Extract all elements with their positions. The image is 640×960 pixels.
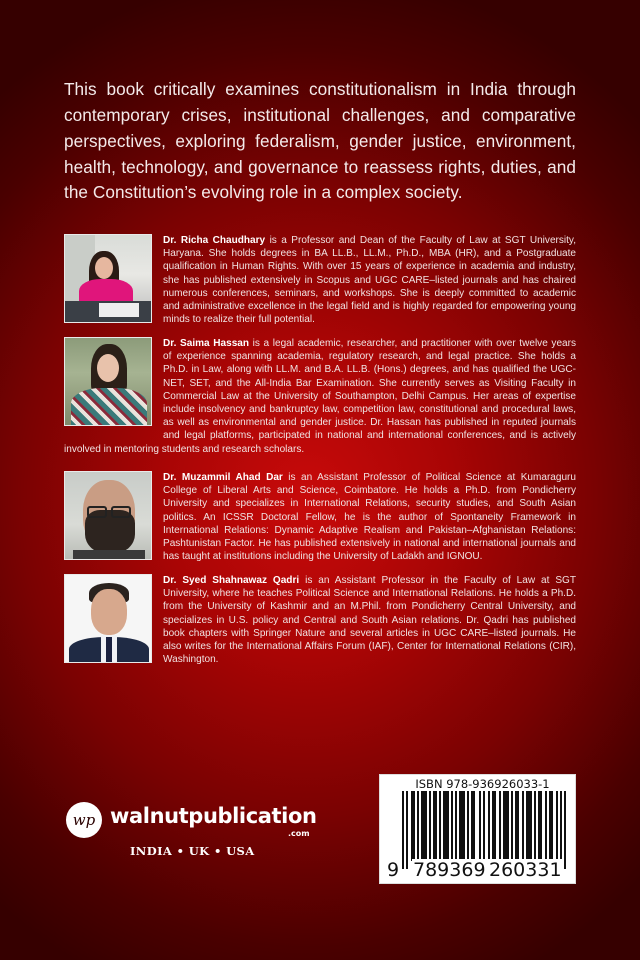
barcode-digits-group-2: 260331 bbox=[489, 859, 562, 881]
author-bio-text: is an Assistant Professor of Political Science at Kumaraguru College of Liberal Arts and Science, Coimbatore. He holds a Ph.D. from Pondicherry University and specializes in International Relations, security studies, and South Asian politics. An ICSSR Doctoral Fellow, he is the author of Spontaneity Framework in International Relations: Dynamic Adaptive Realism and Pakistan–Afghanistan Relations: Pashtunistan Factor. He has published extensively in national and international journals and has taught at institutions including the University of Ladakh and IGNOU. bbox=[163, 472, 576, 563]
author-bio-text: is a Professor and Dean of the Faculty of Law at SGT University, Haryana. She holds degrees in BA LL.B., LL.M., Ph.D., MBA (HR), and a Postgraduate qualification in Human Rights. With over 15 years of experience in academia and industry, she has published extensively in Scopus and UGC CARE–listed journals and has chaired numerous conferences, seminars, and workshops. She is deeply committed to academic and administrative excellence in the legal field and is highly regarded for empowering young minds to realize their full potential. bbox=[163, 235, 576, 326]
author-bio-syed-shahnawaz-qadri bbox=[64, 574, 576, 667]
isbn-barcode bbox=[379, 774, 576, 884]
barcode-bars-icon bbox=[402, 791, 572, 869]
author-bio-muzammil-ahad-dar bbox=[64, 471, 576, 564]
author-bio-text: is an Assistant Professor in the Faculty of Law at SGT University, where he teaches Political Science and International Relations. He holds a Ph.D. from the University of Kashmir and an M.Phil. from Pondicherry Central University, and specializes in U.S. policy and Central and South Asian relations. Dr. Qadri has published book chapters with Springer Nature and several articles in UGC CARE–listed journals. He also writes for the International Affairs Forum (IAF), Center for International Relations (CIR), Washington. bbox=[163, 575, 576, 666]
author-name: Dr. Muzammil Ahad Dar bbox=[163, 472, 283, 483]
author-photo-saima-hassan bbox=[64, 337, 152, 426]
author-photo-richa-chaudhary bbox=[64, 234, 152, 323]
publisher-regions: INDIA • UK • USA bbox=[130, 844, 255, 858]
author-bio-text: is a legal academic, researcher, and practitioner with over twelve years of experience spanning academia, regulatory research, and legal practice. She holds a Ph.D. in Law, along with LL.M. and B.A. LL.B. (Hons.) degrees, and has qualified the UGC-NET, SET, and the All-India Bar Examination. She currently serves as Visiting Faculty in Commercial Law at the University of Southampton, Delhi Campus. Her areas of expertise include insolvency and bankruptcy law, competition law, constitutional and procedural laws, as well as environmental and gender justice. Dr. Hassan has published in reputed journals and legal platforms, participated in national and international conferences, and is actively involved in mentoring students and research scholars. bbox=[64, 338, 576, 455]
barcode-digit-first: 9 bbox=[387, 859, 400, 881]
author-name: Dr. Saima Hassan bbox=[163, 338, 250, 349]
book-blurb: This book critically examines constitutionalism in India through contemporary crises, institutional challenges, and comparative perspectives, exploring federalism, gender justice, environment, health, technology, and governance to reassess rights, duties, and the Constitution’s evolving role in a complex society. bbox=[64, 79, 576, 203]
publisher-name: walnutpublication bbox=[110, 804, 317, 828]
author-photo-muzammil-ahad-dar bbox=[64, 471, 152, 560]
author-photo-syed-shahnawaz-qadri bbox=[64, 574, 152, 663]
author-name: Dr. Syed Shahnawaz Qadri bbox=[163, 575, 300, 586]
isbn-label: ISBN 978-936926033-1 bbox=[415, 777, 550, 791]
barcode-digits-group-1: 789369 bbox=[413, 859, 486, 881]
author-name: Dr. Richa Chaudhary bbox=[163, 235, 266, 246]
publisher-domain-suffix: .com bbox=[288, 829, 310, 838]
author-bio-richa-chaudhary bbox=[64, 234, 576, 327]
author-bio-saima-hassan bbox=[64, 337, 576, 456]
walnut-logo-icon: wp bbox=[66, 802, 102, 838]
